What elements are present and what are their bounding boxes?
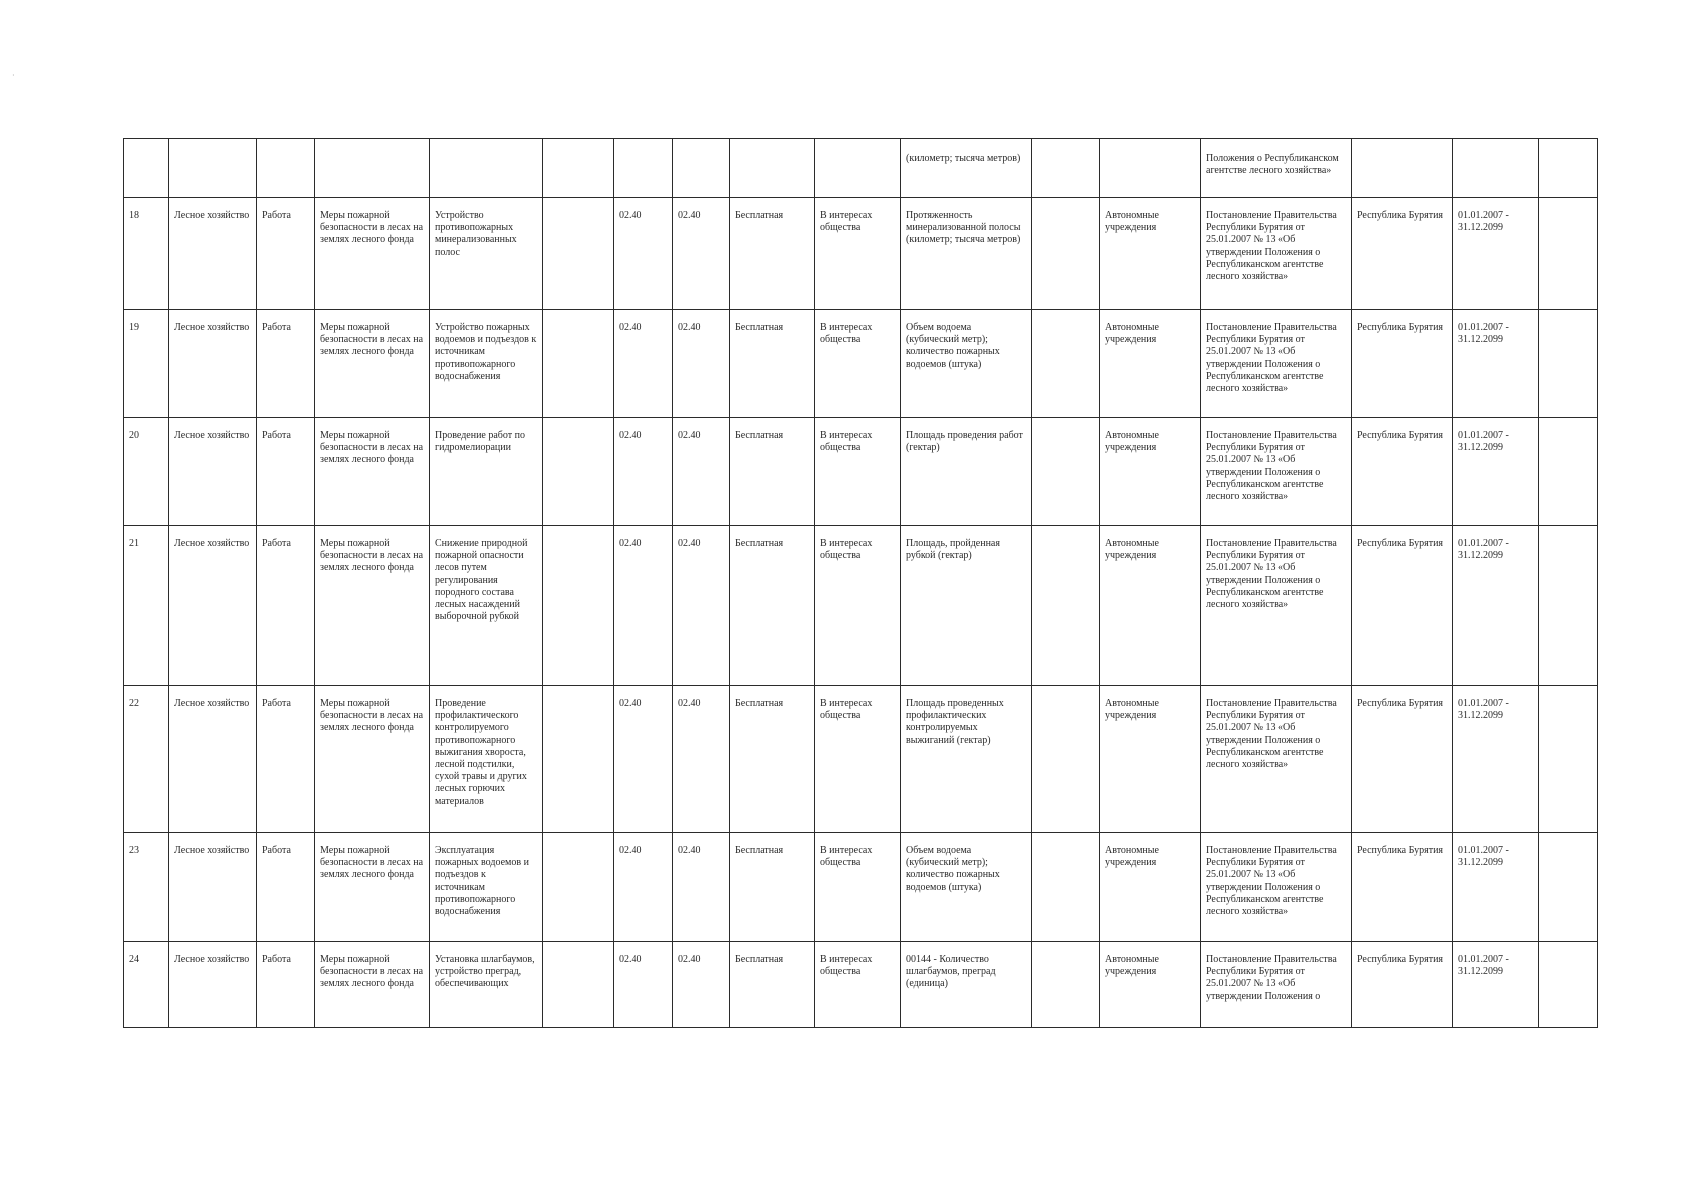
cell-empty [1032, 310, 1100, 418]
cell-legal-basis: Постановление Правительства Республики Бурятия от 25.01.2007 № 13 «Об утверждении Положения о Республиканском агентстве лесного хозяйства» [1201, 418, 1352, 526]
cell-indicator: Объем водоема (кубический метр); количество пожарных водоемов (штука) [901, 310, 1032, 418]
cell-indicator: (километр; тысяча метров) [901, 139, 1032, 198]
cell-payment: Бесплатная [730, 310, 815, 418]
cell-number: 23 [124, 833, 169, 942]
cell-empty [1032, 942, 1100, 1028]
cell-empty [543, 686, 614, 833]
cell-institution: Автономные учреждения [1100, 310, 1201, 418]
cell-sector: Лесное хозяйство [169, 833, 257, 942]
cell-payment: Бесплатная [730, 526, 815, 686]
cell-type: Работа [257, 833, 315, 942]
cell-consumer: В интересах общества [815, 942, 901, 1028]
cell-payment: Бесплатная [730, 198, 815, 310]
cell-sector: Лесное хозяйство [169, 310, 257, 418]
cell-code: 02.40 [673, 833, 730, 942]
table-row [124, 526, 1598, 686]
table-row [124, 310, 1598, 418]
cell-program: Меры пожарной безопасности в лесах на землях лесного фонда [315, 198, 430, 310]
cell-authority: Республика Бурятия [1352, 686, 1453, 833]
cell-indicator: Площадь проведенных профилактических контролируемых выжиганий (гектар) [901, 686, 1032, 833]
cell-empty [1539, 686, 1598, 833]
cell-consumer: В интересах общества [815, 418, 901, 526]
cell-period: 01.01.2007 - 31.12.2099 [1453, 310, 1539, 418]
cell-empty [1032, 198, 1100, 310]
cell-sector: Лесное хозяйство [169, 942, 257, 1028]
cell-legal-basis: Постановление Правительства Республики Бурятия от 25.01.2007 № 13 «Об утверждении Положения о Республиканском агентстве лесного хозяйства» [1201, 198, 1352, 310]
cell-institution: Автономные учреждения [1100, 526, 1201, 686]
cell-type: Работа [257, 418, 315, 526]
cell-legal-basis: Постановление Правительства Республики Бурятия от 25.01.2007 № 13 «Об утверждении Положения о Республиканском агентстве лесного хозяйства» [1201, 686, 1352, 833]
registry-table [123, 138, 1598, 1028]
cell-institution: Автономные учреждения [1100, 686, 1201, 833]
cell-type: Работа [257, 526, 315, 686]
cell-authority: Республика Бурятия [1352, 198, 1453, 310]
cell-work: Проведение профилактического контролируемого противопожарного выжигания хвороста, лесной подстилки, сухой травы и других лесных горючих материалов [430, 686, 543, 833]
cell-number: 24 [124, 942, 169, 1028]
cell-type: Работа [257, 310, 315, 418]
cell-work: Эксплуатация пожарных водоемов и подъездов к источникам противопожарного водоснабжения [430, 833, 543, 942]
cell-code: 02.40 [614, 418, 673, 526]
table-row [124, 686, 1598, 833]
cell-program: Меры пожарной безопасности в лесах на землях лесного фонда [315, 310, 430, 418]
cell-authority: Республика Бурятия [1352, 310, 1453, 418]
cell-empty [543, 418, 614, 526]
cell-code: 02.40 [614, 310, 673, 418]
cell-work: Устройство пожарных водоемов и подъездов к источникам противопожарного водоснабжения [430, 310, 543, 418]
table-row [124, 833, 1598, 942]
cell-program: Меры пожарной безопасности в лесах на землях лесного фонда [315, 686, 430, 833]
cell-work: Устройство противопожарных минерализованных полос [430, 198, 543, 310]
cell-empty [1539, 833, 1598, 942]
cell-code: 02.40 [673, 526, 730, 686]
cell-empty [543, 526, 614, 686]
cell-payment: Бесплатная [730, 686, 815, 833]
cell-authority: Республика Бурятия [1352, 418, 1453, 526]
cell-consumer: В интересах общества [815, 833, 901, 942]
cell-sector: Лесное хозяйство [169, 198, 257, 310]
cell-code: 02.40 [614, 942, 673, 1028]
cell-work: Установка шлагбаумов, устройство преград, обеспечивающих [430, 942, 543, 1028]
cell-indicator: Площадь, пройденная рубкой (гектар) [901, 526, 1032, 686]
cell-number: 22 [124, 686, 169, 833]
cell-period: 01.01.2007 - 31.12.2099 [1453, 198, 1539, 310]
cell-code: 02.40 [614, 526, 673, 686]
cell-code: 02.40 [614, 833, 673, 942]
cell-type: Работа [257, 686, 315, 833]
cell-indicator: Площадь проведения работ (гектар) [901, 418, 1032, 526]
cell-code: 02.40 [673, 310, 730, 418]
cell-number: 19 [124, 310, 169, 418]
cell-authority: Республика Бурятия [1352, 526, 1453, 686]
cell-empty [1539, 526, 1598, 686]
cell-code: 02.40 [673, 198, 730, 310]
cell-period: 01.01.2007 - 31.12.2099 [1453, 418, 1539, 526]
cell-code: 02.40 [614, 686, 673, 833]
cell-indicator: Объем водоема (кубический метр); количество пожарных водоемов (штука) [901, 833, 1032, 942]
cell-empty [1539, 942, 1598, 1028]
cell-program: Меры пожарной безопасности в лесах на землях лесного фонда [315, 418, 430, 526]
cell-code: 02.40 [673, 942, 730, 1028]
cell-work: Проведение работ по гидромелиорации [430, 418, 543, 526]
cell-sector: Лесное хозяйство [169, 418, 257, 526]
cell-program: Меры пожарной безопасности в лесах на землях лесного фонда [315, 942, 430, 1028]
table-row [124, 198, 1598, 310]
cell-legal-basis: Постановление Правительства Республики Бурятия от 25.01.2007 № 13 «Об утверждении Положения о Республиканском агентстве лесного хозяйства» [1201, 833, 1352, 942]
cell-empty [1032, 686, 1100, 833]
cell-institution: Автономные учреждения [1100, 942, 1201, 1028]
cell-period: 01.01.2007 - 31.12.2099 [1453, 686, 1539, 833]
cell-number: 18 [124, 198, 169, 310]
cell-payment: Бесплатная [730, 418, 815, 526]
cell-number: 20 [124, 418, 169, 526]
cell-empty [1032, 526, 1100, 686]
cell-code: 02.40 [673, 686, 730, 833]
cell-institution: Автономные учреждения [1100, 418, 1201, 526]
table-row-continuation [124, 139, 1598, 198]
cell-program: Меры пожарной безопасности в лесах на землях лесного фонда [315, 833, 430, 942]
cell-empty [1539, 310, 1598, 418]
cell-legal-basis: Постановление Правительства Республики Бурятия от 25.01.2007 № 13 «Об утверждении Положения о Республиканском агентстве лесного хозяйства» [1201, 526, 1352, 686]
cell-consumer: В интересах общества [815, 198, 901, 310]
cell-empty [543, 198, 614, 310]
scan-speck: · [12, 71, 15, 80]
cell-empty [1032, 418, 1100, 526]
cell-code: 02.40 [673, 418, 730, 526]
cell-authority: Республика Бурятия [1352, 942, 1453, 1028]
cell-sector: Лесное хозяйство [169, 686, 257, 833]
cell-type: Работа [257, 942, 315, 1028]
cell-empty [543, 310, 614, 418]
cell-legal-basis: Постановление Правительства Республики Бурятия от 25.01.2007 № 13 «Об утверждении Положения о Республиканском агентстве лесного хозяйства» [1201, 310, 1352, 418]
cell-consumer: В интересах общества [815, 686, 901, 833]
table-row [124, 418, 1598, 526]
cell-period: 01.01.2007 - 31.12.2099 [1453, 526, 1539, 686]
cell-legal-basis: Положения о Республиканском агентстве лесного хозяйства» [1201, 139, 1352, 198]
cell-institution: Автономные учреждения [1100, 833, 1201, 942]
table-row [124, 942, 1598, 1028]
cell-indicator: Протяженность минерализованной полосы (километр; тысяча метров) [901, 198, 1032, 310]
cell-legal-basis: Постановление Правительства Республики Бурятия от 25.01.2007 № 13 «Об утверждении Положения о [1201, 942, 1352, 1028]
cell-empty [1032, 833, 1100, 942]
cell-work: Снижение природной пожарной опасности лесов путем регулирования породного состава лесных насаждений выборочной рубкой [430, 526, 543, 686]
cell-period: 01.01.2007 - 31.12.2099 [1453, 833, 1539, 942]
cell-authority: Республика Бурятия [1352, 833, 1453, 942]
cell-period: 01.01.2007 - 31.12.2099 [1453, 942, 1539, 1028]
cell-empty [543, 833, 614, 942]
cell-payment: Бесплатная [730, 942, 815, 1028]
cell-type: Работа [257, 198, 315, 310]
cell-empty [543, 942, 614, 1028]
cell-code: 02.40 [614, 198, 673, 310]
cell-payment: Бесплатная [730, 833, 815, 942]
cell-indicator: 00144 - Количество шлагбаумов, преград (единица) [901, 942, 1032, 1028]
cell-institution: Автономные учреждения [1100, 198, 1201, 310]
cell-empty [1539, 198, 1598, 310]
cell-number: 21 [124, 526, 169, 686]
cell-program: Меры пожарной безопасности в лесах на землях лесного фонда [315, 526, 430, 686]
cell-empty [1539, 418, 1598, 526]
cell-consumer: В интересах общества [815, 526, 901, 686]
cell-consumer: В интересах общества [815, 310, 901, 418]
cell-sector: Лесное хозяйство [169, 526, 257, 686]
